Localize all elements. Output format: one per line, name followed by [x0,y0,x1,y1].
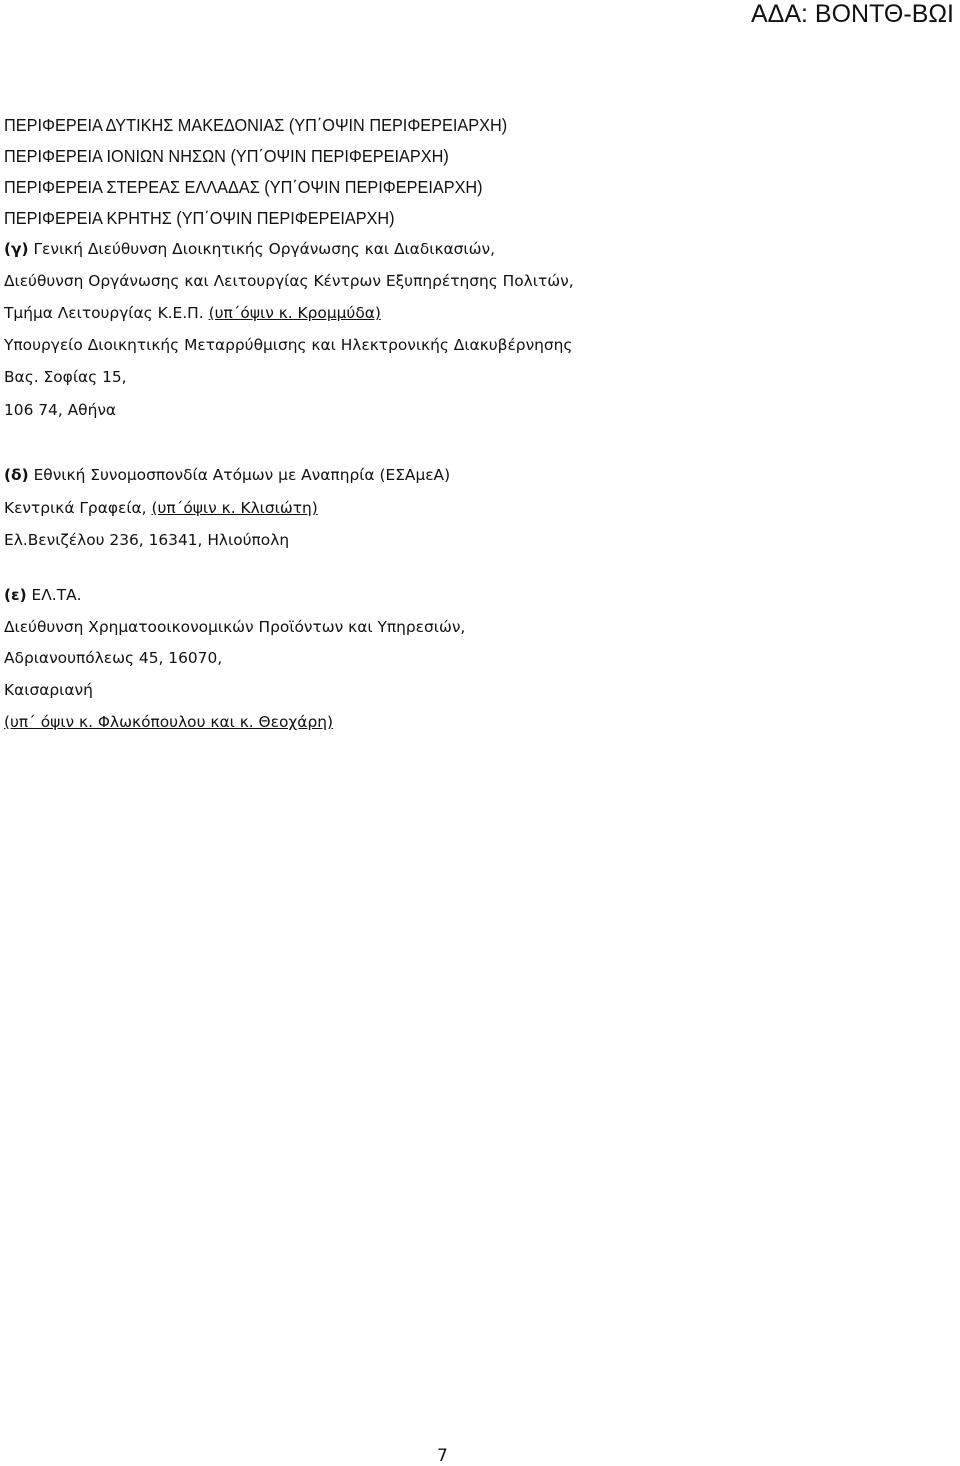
section-g-line: Διεύθυνση Οργάνωσης και Λειτουργίας Κέντρων Εξυπηρέτησης Πολιτών, [4,272,574,290]
recipient-region: ΠΕΡΙΦΕΡΕΙΑ ΣΤΕΡΕΑΣ ΕΛΛΑΔΑΣ (ΥΠ΄ΟΨΙΝ ΠΕΡΙΦΕΡΕΙΑΡΧΗ) [4,177,483,197]
attention-note: (υπ΄ όψιν κ. Φλωκόπουλου και κ. Θεοχάρη) [4,713,333,731]
section-marker: (δ) [4,466,29,484]
section-marker: (γ) [4,240,29,258]
section-d-line: Ελ.Βενιζέλου 236, 16341, Ηλιούπολη [4,531,290,549]
recipient-region: ΠΕΡΙΦΕΡΕΙΑ ΙΟΝΙΩΝ ΝΗΣΩΝ (ΥΠ΄ΟΨΙΝ ΠΕΡΙΦΕΡΕΙΑΡΧΗ) [4,146,449,166]
ada-code: ΑΔΑ: ΒΟΝΤΘ-ΒΩΙ [750,0,954,28]
section-d-line [4,465,450,485]
section-g-line: Βας. Σοφίας 15, [4,368,127,386]
section-e-line: Αδριανουπόλεως 45, 16070, [4,649,223,667]
section-g-line: 106 74, Αθήνα [4,401,117,419]
section-e-line [4,585,82,605]
address-text: Τμήμα Λειτουργίας Κ.Ε.Π. [4,304,204,322]
section-e-line: Καισαριανή [4,681,93,699]
address-text: Εθνική Συνομοσπονδία Ατόμων με Αναπηρία (ΕΣΑμεΑ) [33,466,451,484]
section-marker: (ε) [4,586,27,604]
section-g-line [4,239,495,259]
attention-note: (υπ΄όψιν κ. Κρομμύδα) [208,304,381,322]
section-d-line [4,498,318,518]
attention-note: (υπ΄όψιν κ. Κλισιώτη) [151,499,318,517]
address-text: ΕΛ.ΤΑ. [31,586,82,604]
address-text: Κεντρικά Γραφεία, [4,499,147,517]
page-number: 7 [437,1446,448,1466]
recipient-region: ΠΕΡΙΦΕΡΕΙΑ ΚΡΗΤΗΣ (ΥΠ΄ΟΨΙΝ ΠΕΡΙΦΕΡΕΙΑΡΧΗ) [4,208,395,228]
section-g-line [4,303,381,323]
section-g-line: Υπουργείο Διοικητικής Μεταρρύθμισης και Ηλεκτρονικής Διακυβέρνησης [4,336,573,354]
address-text: Γενική Διεύθυνση Διοικητικής Οργάνωσης και Διαδικασιών, [33,240,496,258]
section-e-line: Διεύθυνση Χρηματοοικονομικών Προϊόντων και Υπηρεσιών, [4,618,466,636]
recipient-region: ΠΕΡΙΦΕΡΕΙΑ ΔΥΤΙΚΗΣ ΜΑΚΕΔΟΝΙΑΣ (ΥΠ΄ΟΨΙΝ ΠΕΡΙΦΕΡΕΙΑΡΧΗ) [4,115,508,135]
